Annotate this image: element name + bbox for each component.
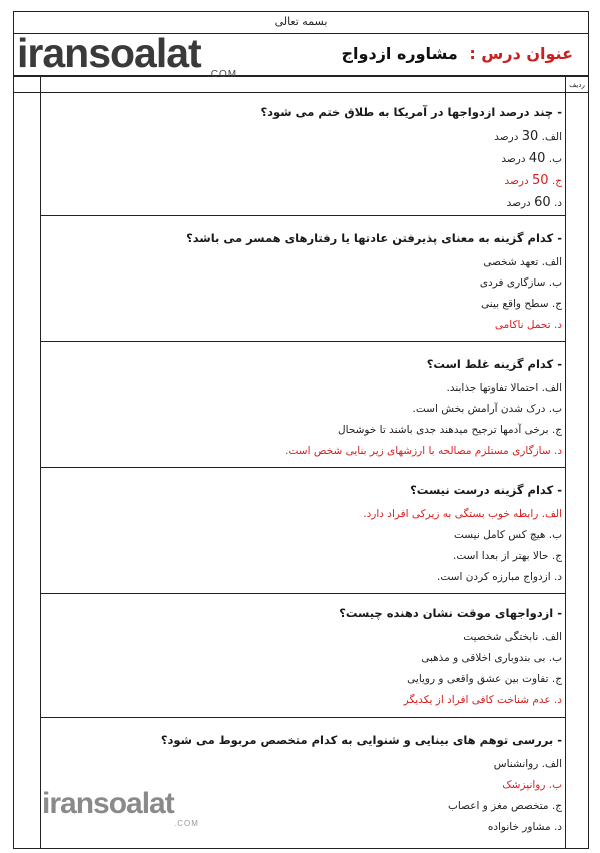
row-number-header: ردیف <box>569 81 585 89</box>
answer-option: ج. سطح واقع بینی <box>481 298 562 310</box>
footer-watermark-logo <box>42 787 199 828</box>
answer-option-correct: د. عدم شناخت کافی افراد از یکدیگر <box>403 694 562 706</box>
answer-option: د. مشاور خانواده <box>487 821 562 833</box>
question-block <box>42 103 562 214</box>
question-divider <box>40 215 565 216</box>
question-divider <box>40 717 565 718</box>
question-text: - کدام گزینه درست نیست؟ <box>410 483 562 497</box>
question-text: - کدام گزینه غلط است؟ <box>426 357 562 371</box>
question-text: - چند درصد ازدواجها در آمریکا به طلاق ختم می شود؟ <box>260 105 562 119</box>
answer-option: الف. نابختگی شخصیت <box>463 631 562 643</box>
row-column-line <box>565 77 566 849</box>
answer-option-correct: الف. رابطه خوب بستگی به زیرکی افراد دارد. <box>363 508 562 520</box>
answer-option: ج. متخصص مغز و اعصاب <box>448 800 562 812</box>
question-text: - بررسی توهم های بینایی و شنوایی به کدام متخصص مربوط می شود؟ <box>160 733 562 747</box>
answer-option: الف. احتمالا تفاوتها جذابند. <box>446 382 562 394</box>
logo-wordmark: iransoalat <box>17 30 201 76</box>
question-divider <box>40 467 565 468</box>
question-divider <box>40 341 565 342</box>
course-title-label: عنوان درس : <box>469 44 573 63</box>
answer-option: ب. 40 درصد <box>501 151 562 166</box>
answer-option: د. ازدواج مبارزه کردن است. <box>437 571 562 583</box>
question-block <box>42 604 562 711</box>
footer-logo-domain: .COM <box>174 819 199 828</box>
answer-option: ج. حالا بهتر از بعدا است. <box>453 550 562 562</box>
question-text: - ازدواجهای موقت نشان دهنده چیست؟ <box>339 606 562 620</box>
table-header-divider <box>13 92 589 93</box>
footer-logo-wordmark: iransoalat <box>42 787 174 820</box>
answer-option: ب. سازگاری فردی <box>479 277 562 289</box>
answer-option: ب. بی بندوباری اخلاقی و مذهبی <box>421 652 562 664</box>
course-title-value: مشاوره ازدواج <box>341 44 458 63</box>
margin-column-line <box>40 77 41 849</box>
site-logo <box>17 30 238 80</box>
answer-option: ب. هیچ کس کامل نیست <box>453 529 562 541</box>
answer-option: الف. 30 درصد <box>494 129 562 144</box>
logo-domain: .COM <box>207 69 238 80</box>
answer-option: ب. درک شدن آرامش بخش است. <box>412 403 562 415</box>
answer-option-correct: د. سازگاری مستلزم مصالحه با ارزشهای زیر بنایی شخص است. <box>285 445 562 457</box>
answer-option: ج. تفاوت بین عشق واقعی و رویایی <box>407 673 562 685</box>
question-block <box>42 731 562 838</box>
answer-option-correct: ب. روانپزشک <box>502 779 562 791</box>
answer-option: الف. تعهد شخصی <box>483 256 562 268</box>
answer-option-correct: ج. 50 درصد <box>504 173 562 188</box>
answer-option-correct: د. تحمل ناکامی <box>494 319 562 331</box>
title-bar <box>13 30 589 80</box>
question-block <box>42 355 562 462</box>
question-text: - کدام گزینه به معنای پذیرفتن عادتها یا رفتارهای همسر می باشد؟ <box>186 231 562 245</box>
answer-option: د. 60 درصد <box>506 195 562 210</box>
course-title <box>342 44 573 63</box>
basmala-header: بسمه تعالی <box>13 11 589 34</box>
answer-option: ج. برخی آدمها ترجیح میدهند جدی باشند تا خوشحال <box>338 424 562 436</box>
answer-option: الف. روانشناس <box>493 758 562 770</box>
question-block <box>42 229 562 336</box>
question-divider <box>40 593 565 594</box>
question-block <box>42 481 562 588</box>
